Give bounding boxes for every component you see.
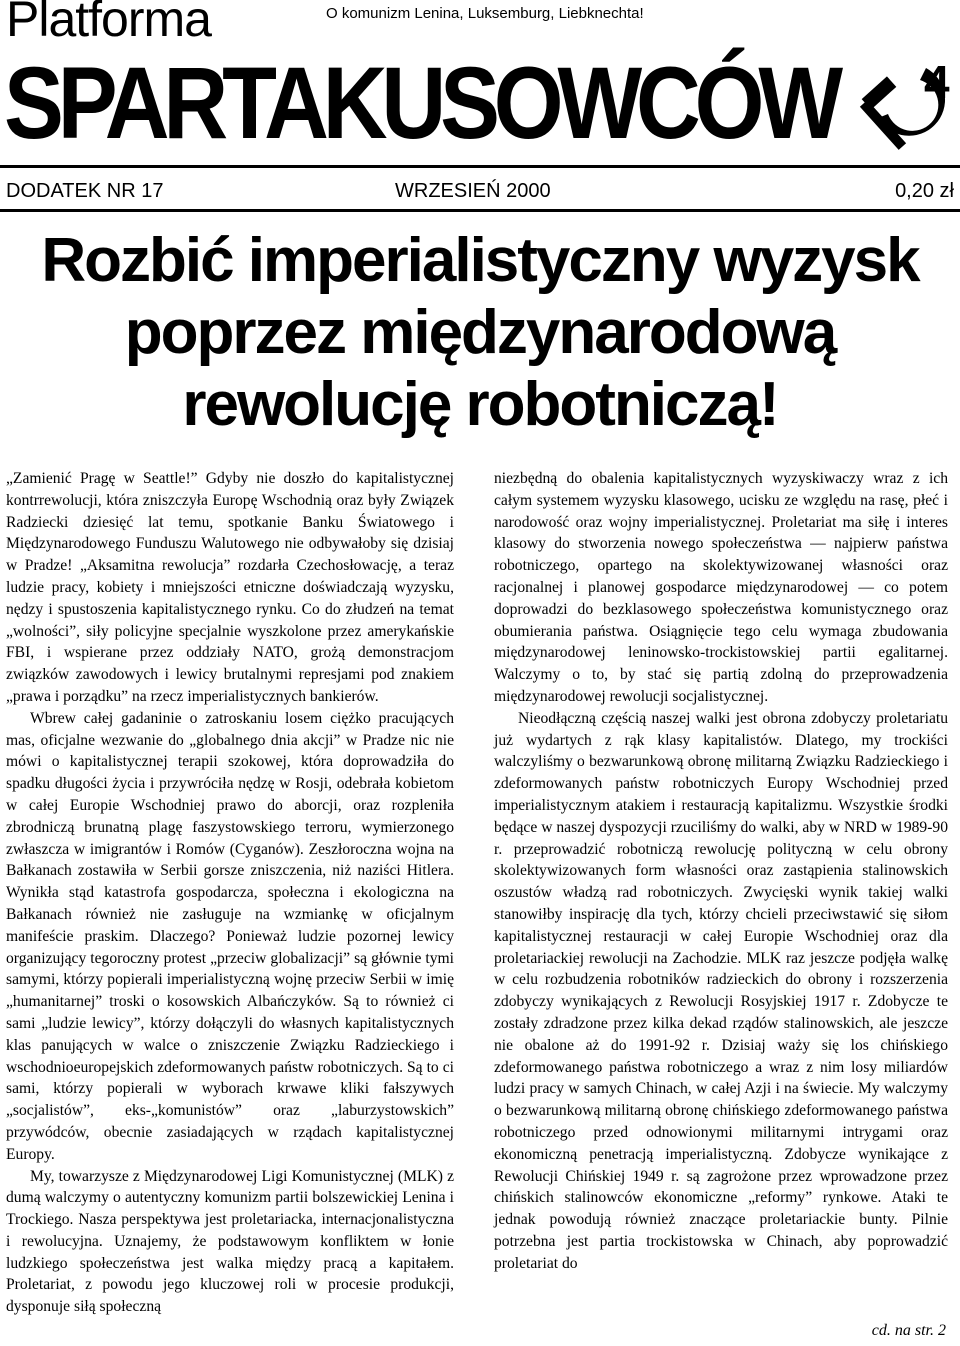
hammer-sickle-four-icon — [856, 56, 956, 166]
headline — [0, 225, 960, 441]
headline-line-3: rewolucję robotniczą! — [182, 370, 778, 439]
masthead-title-top: Platforma — [6, 0, 211, 47]
masthead-title-main: SPARTAKUSOWCÓW — [4, 46, 837, 160]
continued-on-page: cd. na str. 2 — [871, 1322, 946, 1339]
article-column-left — [6, 468, 454, 1318]
masthead-slogan: O komunizm Lenina, Luksemburg, Liebknechta! — [326, 5, 644, 22]
article-paragraph: Wbrew całej gadaninie o zatroskaniu losem ciężko pracujących mas, oficjalne wezwanie do „globalnego dnia akcji” w Pradze nic nie mówi o kapitalistycznej terapii szokowej, która doprowadziła do spadku długości życia i przywróciła nędzę w Rosji, odebrała kobietom w całej Europie Wschodniej prawo do aborcji, oraz rozpleniła zbrodniczą brunatną plagę faszystowskiego terroru, wymierzonego zwłaszcza w imigrantów i Romów (Cyganów). Zeszłoroczna wojna na Bałkanach zostawiła w Serbii gorsze zniszczenia, niż naziści Hitlera. Wynikła stąd katastrofa gospodarcza, społeczna i ekologiczna na Bałkanach również nie zasługuje na wzmiankę w oficjalnym manifeście praskim. Dlaczego? Ponieważ ludzie pozornej lewicy organizujący tegoroczny protest „przeciw globalizacji” są głównie tymi samymi, którzy popierali imperialistyczną wojnę przeciw Serbii w imię „humanitarnej” troski o kosowskich Albańczyków. Są to również ci sami „ludzie lewicy”, którzy dołączyli do własnych kapitalistycznych klas panujących w walce o zniszczenie Związku Radzieckiego i wschodnioeuropejskich zdeformowanych państw robotniczych. Są to ci sami, którzy popierali w wyborach krwawe kliki fałszywych „socjalistów”, eks-„komunistów” oraz „laburzystowskich” przywódców, obecnie zasiadających w rządach kapitalistycznej Europy. — [6, 709, 454, 1163]
issue-date: WRZESIEŃ 2000 — [395, 180, 551, 202]
headline-line-1: Rozbić imperialistyczny wyzysk — [41, 226, 919, 295]
masthead-divider-bottom — [0, 209, 960, 212]
headline-line-2: poprzez międzynarodową — [124, 298, 836, 367]
article-paragraph: My, towarzysze z Międzynarodowej Ligi Komunistycznej (MLK) z dumą walczymy o autentyczny komunizm partii bolszewickiej Lenina i Trockiego. Nasza perspektywa jest proletariacka, internacjonalistyczna i rewolucyjna. Uznajemy, że podstawowym konfliktem w łonie ludzkiego społeczeństwa jest walka między pracą a kapitałem. Proletariat, z powodu jego kluczowej roli w procesie produkcji, dysponuje siłą społeczną — [6, 1167, 454, 1316]
issue-supplement: DODATEK NR 17 — [6, 180, 164, 202]
article-paragraph: Nieodłączną częścią naszej walki jest obrona zdobyczy proletariatu już wydartych z rąk klasy kapitalistów. Dlatego, my trockiści walczyliśmy o bezwarunkową obronę militarną Związku Radzieckiego i zdeformowanych państw robotniczych Europy Wschodniej przed imperialistycznym atakiem i restauracją kapitalizmu. Wszystkie środki będące w naszej dyspozycji rzuciliśmy do walki, aby w NRD w 1989-90 r. przeprowadzić robotniczą rewolucję polityczną w celu obrony skolektywizowanych form własności oraz zastąpienia stalinowskich oszustów władzą rad robotniczych. Zwycięski wynik takiej walki stanowiłby inspirację dla tych, którzy chcieli przeciwstawić się siłom kapitalistycznej restauracji w całej Europie Wschodniej oraz dla proletariackiej rewolucji na Zachodzie. MLK raz jeszcze podjęła walkę w celu rozbudzenia robotników radzieckich do obrony i rozszerzenia zdobyczy wynikających z Rewolucji Rosyjskiej 1917 r. Zdobycze te zostały zdradzone przez kilka dekad rządów stalinowskich, ale jeszcze nie obalone aż do 1991-92 r. Dzisiaj waży się los chińskiego zdeformowanego państwa robotniczego a wraz z nim losy miliardów ludzi pracy w samych Chinach, w całej Azji i na świecie. My walczymy o bezwarunkową militarną obronę chińskiego zdeformowanego państwa robotniczego przed odnowionymi militarnymi intrygami oraz ekonomiczną penetracją imperialistyczną. Zdobycze wynikające z Rewolucji Chińskiej 1949 r. są zagrożone przez wprowadzone przez chińskich stalinowców ekonomiczne „reformy” rynkowe. Ataki te jednak powodują również znaczące proletariackie bunty. Pilnie potrzebna jest partia trockistowska w Chinach, aby poprowadzić proletariat do — [494, 709, 948, 1272]
issue-price: 0,20 zł — [895, 180, 954, 202]
masthead-divider-top — [0, 165, 960, 168]
article-paragraph: „Zamienić Pragę w Seattle!” Gdyby nie doszło do kapitalistycznej kontrrewolucji, która zniszczyła Europę Wschodnią oraz były Związek Radziecki dziesięć lat temu, spotkanie Banku Światowego i Międzynarodowego Funduszu Walutowego nie odbywałoby się dzisiaj w Pradze! „Aksamitna rewolucja” rozdarła Czechosłowację, a teraz ludzie pracy, kobiety i mniejszości etniczne doświadczają wyzysku, nędzy i spustoszenia kapitalistycznego rynku. Co do złudzeń na temat „wolności”, siły policyjne specjalnie wyszkolone przez amerykańskie FBI, i wspierane przez oddziały NATO, grożą demonstracjom związków zawodowych i lewicy brutalnymi represjami pod znakiem „prawa i porządku” na rzecz imperialistycznych bankierów. — [6, 470, 454, 705]
article-paragraph: niezbędną do obalenia kapitalistycznych wyzyskiwaczy wraz z ich całym systemem wyzysku klasowego, ucisku ze względu na rasę, płeć i narodowość oraz wojny imperialistycznej. Proletariat ma siłę i interes klasowy do stworzenia nowego społeczeństwa — najpierw państwa robotniczego, opartego na skolektywizowanej własności oraz racjonalnej i planowej gospodarce międzynarodowej — co potem doprowadzi do bezklasowego społeczeństwa komunistycznego oraz obumierania państwa. Osiągnięcie tego celu wymaga zbudowania międzynarodowej leninowsko-trockistowskiej partii egalitarnej. Walczymy o to, by stać się partią zdolną do przeprowadzenia międzynarodowej rewolucji socjalistycznej. — [494, 470, 948, 705]
article-column-right — [494, 468, 948, 1274]
emblem-number: 4 — [924, 56, 950, 108]
